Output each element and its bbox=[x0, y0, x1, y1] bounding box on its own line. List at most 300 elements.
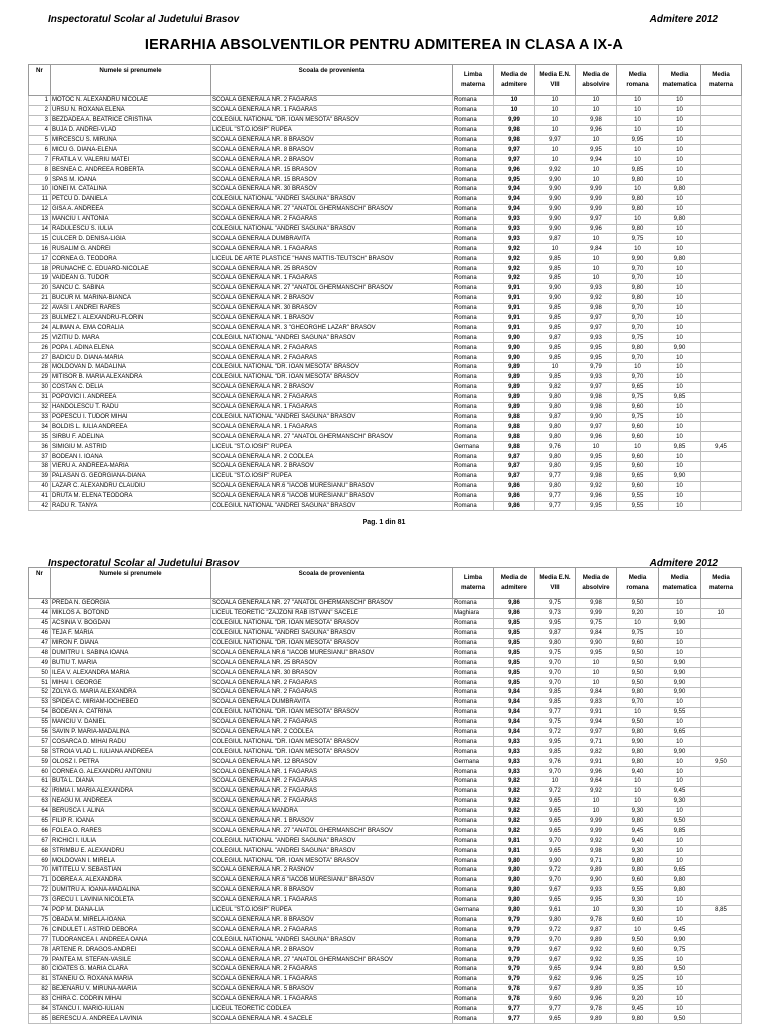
cell-maternal-avg bbox=[701, 382, 742, 392]
cell-math-avg: 10 bbox=[659, 846, 701, 856]
cell-maternal-avg bbox=[701, 767, 742, 777]
cell-mother-tongue: Romana bbox=[453, 697, 494, 707]
cell-maternal-avg bbox=[701, 155, 742, 165]
cell-rank: 8 bbox=[29, 165, 51, 175]
cell-grad-avg: 10 bbox=[576, 264, 617, 274]
cell-admission-avg: 9,78 bbox=[494, 984, 535, 994]
cell-admission-avg: 9,80 bbox=[494, 885, 535, 895]
table-row bbox=[29, 244, 742, 254]
table-row bbox=[29, 323, 742, 333]
cell-grad-avg: 9,90 bbox=[576, 875, 617, 885]
cell-en-avg: 9,67 bbox=[535, 945, 576, 955]
cell-school: SCOALA GENERALA NR. 2 FAGARAS bbox=[211, 353, 453, 363]
cell-rank: 45 bbox=[29, 618, 51, 628]
col-mat-avg: Media materna bbox=[701, 65, 742, 96]
cell-grad-avg: 9,98 bbox=[576, 303, 617, 313]
cell-math-avg: 9,50 bbox=[659, 816, 701, 826]
cell-school: SCOALA GENERALA NR.6 "IACOB MURESIANU" BRASOV bbox=[211, 481, 453, 491]
cell-school: SCOALA GENERALA NR. 27 "ANATOL GHERMANSCHI" BRASOV bbox=[211, 283, 453, 293]
cell-romanian-avg: 10 bbox=[617, 707, 659, 717]
cell-rank: 47 bbox=[29, 638, 51, 648]
cell-admission-avg: 9,83 bbox=[494, 747, 535, 757]
cell-grad-avg: 9,71 bbox=[576, 856, 617, 866]
cell-grad-avg: 9,96 bbox=[576, 994, 617, 1004]
cell-en-avg: 9,61 bbox=[535, 905, 576, 915]
cell-rank: 44 bbox=[29, 608, 51, 618]
cell-romanian-avg: 9,75 bbox=[617, 234, 659, 244]
cell-school: SCOALA GENERALA NR. 1 FAGARAS bbox=[211, 402, 453, 412]
cell-grad-avg: 9,93 bbox=[576, 372, 617, 382]
cell-student-name: RUSALIM G. ANDREI bbox=[51, 244, 211, 254]
cell-grad-avg: 9,91 bbox=[576, 757, 617, 767]
cell-math-avg: 9,90 bbox=[659, 935, 701, 945]
cell-school: SCOALA GENERALA NR. 2 FAGARAS bbox=[211, 678, 453, 688]
cell-grad-avg: 9,94 bbox=[576, 717, 617, 727]
cell-school: SCOALA GENERALA NR. 2 CODLEA bbox=[211, 727, 453, 737]
cell-rank: 60 bbox=[29, 767, 51, 777]
cell-mother-tongue: Romana bbox=[453, 638, 494, 648]
cell-rank: 71 bbox=[29, 875, 51, 885]
cell-admission-avg: 9,84 bbox=[494, 688, 535, 698]
cell-math-avg: 10 bbox=[659, 984, 701, 994]
cell-mother-tongue: Romana bbox=[453, 432, 494, 442]
cell-school: SCOALA GENERALA NR. 1 BRASOV bbox=[211, 313, 453, 323]
cell-mother-tongue: Romana bbox=[453, 145, 494, 155]
cell-mother-tongue: Romana bbox=[453, 866, 494, 876]
table-row bbox=[29, 836, 742, 846]
cell-maternal-avg bbox=[701, 333, 742, 343]
cell-school: SCOALA GENERALA NR. 2 FAGARAS bbox=[211, 214, 453, 224]
cell-grad-avg: 9,98 bbox=[576, 471, 617, 481]
table-row bbox=[29, 885, 742, 895]
cell-maternal-avg bbox=[701, 1014, 742, 1024]
table-row bbox=[29, 96, 742, 106]
cell-admission-avg: 9,79 bbox=[494, 935, 535, 945]
cell-grad-avg: 9,82 bbox=[576, 747, 617, 757]
cell-mother-tongue: Romana bbox=[453, 254, 494, 264]
cell-romanian-avg: 9,20 bbox=[617, 994, 659, 1004]
cell-romanian-avg: 9,90 bbox=[617, 254, 659, 264]
cell-school: COLEGIUL NATIONAL "DR. IOAN MESOTA" BRASOV bbox=[211, 747, 453, 757]
cell-romanian-avg: 9,80 bbox=[617, 688, 659, 698]
col-lang: Limba materna bbox=[453, 568, 494, 599]
cell-admission-avg: 9,85 bbox=[494, 648, 535, 658]
cell-grad-avg: 9,99 bbox=[576, 194, 617, 204]
cell-rank: 84 bbox=[29, 1004, 51, 1014]
cell-school: SCOALA GENERALA NR. 2 FAGARAS bbox=[211, 96, 453, 106]
cell-admission-avg: 9,80 bbox=[494, 905, 535, 915]
cell-en-avg: 10 bbox=[535, 125, 576, 135]
table-row bbox=[29, 392, 742, 402]
cell-admission-avg: 9,89 bbox=[494, 363, 535, 373]
cell-romanian-avg: 10 bbox=[617, 185, 659, 195]
cell-en-avg: 9,80 bbox=[535, 915, 576, 925]
cell-en-avg: 9,76 bbox=[535, 442, 576, 452]
cell-maternal-avg bbox=[701, 599, 742, 609]
cell-mother-tongue: Romana bbox=[453, 816, 494, 826]
table-row bbox=[29, 442, 742, 452]
cell-student-name: STRIMBU E. ALEXANDRU bbox=[51, 846, 211, 856]
cell-romanian-avg: 10 bbox=[617, 363, 659, 373]
cell-school: LICEUL TEORETIC "ZAJZONI RAB ISTVAN" SACELE bbox=[211, 608, 453, 618]
cell-student-name: DUMITRU A. IOANA-MADALINA bbox=[51, 885, 211, 895]
cell-grad-avg: 10 bbox=[576, 796, 617, 806]
cell-maternal-avg bbox=[701, 293, 742, 303]
cell-admission-avg: 9,84 bbox=[494, 697, 535, 707]
cell-maternal-avg bbox=[701, 925, 742, 935]
cell-rank: 10 bbox=[29, 185, 51, 195]
cell-student-name: MOLDOVAN D. MADALINA bbox=[51, 363, 211, 373]
cell-romanian-avg: 9,80 bbox=[617, 964, 659, 974]
cell-maternal-avg bbox=[701, 313, 742, 323]
cell-admission-avg: 9,82 bbox=[494, 826, 535, 836]
cell-math-avg: 10 bbox=[659, 175, 701, 185]
cell-maternal-avg bbox=[701, 668, 742, 678]
cell-student-name: MIRON F. DIANA bbox=[51, 638, 211, 648]
cell-student-name: VIERU A. ANDREEA-MARIA bbox=[51, 461, 211, 471]
cell-admission-avg: 9,89 bbox=[494, 402, 535, 412]
cell-student-name: OBADA M. MIRELA-IOANA bbox=[51, 915, 211, 925]
cell-mother-tongue: Romana bbox=[453, 244, 494, 254]
cell-grad-avg: 9,89 bbox=[576, 1014, 617, 1024]
cell-romanian-avg: 9,80 bbox=[617, 856, 659, 866]
cell-admission-avg: 10 bbox=[494, 105, 535, 115]
cell-grad-avg: 9,84 bbox=[576, 688, 617, 698]
cell-admission-avg: 9,95 bbox=[494, 175, 535, 185]
cell-rank: 42 bbox=[29, 501, 51, 511]
cell-mother-tongue: Romana bbox=[453, 688, 494, 698]
cell-student-name: BESNEA C. ANDREEA ROBERTA bbox=[51, 165, 211, 175]
cell-math-avg: 10 bbox=[659, 372, 701, 382]
cell-admission-avg: 9,91 bbox=[494, 313, 535, 323]
cell-math-avg: 10 bbox=[659, 767, 701, 777]
cell-school: SCOALA GENERALA NR. 1 FAGARAS bbox=[211, 244, 453, 254]
cell-grad-avg: 9,83 bbox=[576, 697, 617, 707]
cell-mother-tongue: Romana bbox=[453, 945, 494, 955]
cell-grad-avg: 9,94 bbox=[576, 155, 617, 165]
cell-admission-avg: 9,87 bbox=[494, 461, 535, 471]
cell-romanian-avg: 9,80 bbox=[617, 283, 659, 293]
cell-maternal-avg bbox=[701, 96, 742, 106]
cell-en-avg: 9,76 bbox=[535, 757, 576, 767]
cell-romanian-avg: 9,80 bbox=[617, 757, 659, 767]
table-row bbox=[29, 816, 742, 826]
cell-student-name: BERESCU A. ANDREEA LAVINIA bbox=[51, 1014, 211, 1024]
cell-school: LICEUL "ST.O.IOSIF" RUPEA bbox=[211, 471, 453, 481]
cell-grad-avg: 9,78 bbox=[576, 915, 617, 925]
cell-school: SCOALA GENERALA NR. 1 FAGARAS bbox=[211, 105, 453, 115]
cell-en-avg: 9,87 bbox=[535, 628, 576, 638]
cell-school: COLEGIUL NATIONAL "ANDREI SAGUNA" BRASOV bbox=[211, 935, 453, 945]
cell-school: COLEGIUL NATIONAL "ANDREI SAGUNA" BRASOV bbox=[211, 501, 453, 511]
table-row bbox=[29, 846, 742, 856]
cell-school: SCOALA GENERALA NR. 1 FAGARAS bbox=[211, 895, 453, 905]
cell-student-name: MOTOC N. ALEXANDRU NICOLAE bbox=[51, 96, 211, 106]
cell-math-avg: 10 bbox=[659, 628, 701, 638]
cell-romanian-avg: 9,70 bbox=[617, 697, 659, 707]
cell-en-avg: 9,70 bbox=[535, 875, 576, 885]
cell-admission-avg: 9,85 bbox=[494, 628, 535, 638]
cell-school: SCOALA GENERALA NR. 25 BRASOV bbox=[211, 264, 453, 274]
cell-grad-avg: 9,96 bbox=[576, 432, 617, 442]
cell-mother-tongue: Romana bbox=[453, 481, 494, 491]
cell-en-avg: 9,85 bbox=[535, 323, 576, 333]
cell-en-avg: 9,77 bbox=[535, 707, 576, 717]
cell-grad-avg: 10 bbox=[576, 254, 617, 264]
cell-rank: 79 bbox=[29, 955, 51, 965]
cell-grad-avg: 9,96 bbox=[576, 767, 617, 777]
cell-school: COLEGIUL NATIONAL "DR. IOAN MESOTA" BRASOV bbox=[211, 856, 453, 866]
cell-maternal-avg bbox=[701, 145, 742, 155]
cell-school: SCOALA GENERALA NR. 2 FAGARAS bbox=[211, 688, 453, 698]
cell-school: SCOALA GENERALA NR. 2 FAGARAS bbox=[211, 777, 453, 787]
cell-mother-tongue: Romana bbox=[453, 668, 494, 678]
cell-rank: 37 bbox=[29, 452, 51, 462]
cell-maternal-avg bbox=[701, 1004, 742, 1014]
cell-admission-avg: 9,83 bbox=[494, 767, 535, 777]
cell-school: SCOALA GENERALA NR. 30 BRASOV bbox=[211, 303, 453, 313]
cell-en-avg: 10 bbox=[535, 145, 576, 155]
cell-grad-avg: 9,98 bbox=[576, 846, 617, 856]
cell-mother-tongue: Romana bbox=[453, 648, 494, 658]
cell-admission-avg: 9,96 bbox=[494, 165, 535, 175]
cell-romanian-avg: 9,45 bbox=[617, 1004, 659, 1014]
cell-admission-avg: 9,91 bbox=[494, 303, 535, 313]
cell-student-name: MITITELU V. SEBASTIAN bbox=[51, 866, 211, 876]
cell-romanian-avg: 9,70 bbox=[617, 303, 659, 313]
cell-rank: 32 bbox=[29, 402, 51, 412]
cell-student-name: MOLDOVAN I. MIRELA bbox=[51, 856, 211, 866]
cell-admission-avg: 9,79 bbox=[494, 925, 535, 935]
cell-mother-tongue: Romana bbox=[453, 313, 494, 323]
table-row bbox=[29, 915, 742, 925]
cell-student-name: BEJENARU V. MIRUNA-MARIA bbox=[51, 984, 211, 994]
cell-math-avg: 9,90 bbox=[659, 668, 701, 678]
cell-school: SCOALA GENERALA NR. 2 BRASOV bbox=[211, 382, 453, 392]
cell-maternal-avg bbox=[701, 945, 742, 955]
cell-maternal-avg bbox=[701, 658, 742, 668]
cell-maternal-avg bbox=[701, 777, 742, 787]
table-row bbox=[29, 945, 742, 955]
cell-en-avg: 10 bbox=[535, 244, 576, 254]
cell-math-avg: 10 bbox=[659, 895, 701, 905]
cell-math-avg: 10 bbox=[659, 599, 701, 609]
cell-mother-tongue: Romana bbox=[453, 461, 494, 471]
cell-school: COLEGIUL NATIONAL "ANDREI SAGUNA" BRASOV bbox=[211, 628, 453, 638]
cell-student-name: FILIP R. IOANA bbox=[51, 816, 211, 826]
cell-rank: 28 bbox=[29, 363, 51, 373]
cell-mother-tongue: Romana bbox=[453, 402, 494, 412]
cell-grad-avg: 10 bbox=[576, 96, 617, 106]
cell-school: COLEGIUL NATIONAL "ANDREI SAGUNA" BRASOV bbox=[211, 224, 453, 234]
cell-student-name: COSARCA D. MIHAI RADU bbox=[51, 737, 211, 747]
cell-grad-avg: 9,95 bbox=[576, 895, 617, 905]
table-row bbox=[29, 501, 742, 511]
cell-admission-avg: 9,90 bbox=[494, 353, 535, 363]
cell-student-name: POPA I. ADINA ELENA bbox=[51, 343, 211, 353]
cell-admission-avg: 9,88 bbox=[494, 432, 535, 442]
cell-romanian-avg: 9,80 bbox=[617, 293, 659, 303]
cell-en-avg: 9,72 bbox=[535, 925, 576, 935]
cell-grad-avg: 9,96 bbox=[576, 125, 617, 135]
cell-rank: 15 bbox=[29, 234, 51, 244]
cell-math-avg: 9,90 bbox=[659, 618, 701, 628]
cell-admission-avg: 9,82 bbox=[494, 777, 535, 787]
cell-school: COLEGIUL NATIONAL "DR. IOAN MESOTA" BRASOV bbox=[211, 737, 453, 747]
cell-maternal-avg bbox=[701, 392, 742, 402]
cell-admission-avg: 9,84 bbox=[494, 717, 535, 727]
cell-math-avg: 9,75 bbox=[659, 945, 701, 955]
cell-grad-avg: 9,98 bbox=[576, 392, 617, 402]
cell-rank: 13 bbox=[29, 214, 51, 224]
cell-maternal-avg bbox=[701, 737, 742, 747]
cell-admission-avg: 9,81 bbox=[494, 836, 535, 846]
cell-rank: 73 bbox=[29, 895, 51, 905]
cell-math-avg: 9,90 bbox=[659, 678, 701, 688]
cell-mother-tongue: Romana bbox=[453, 224, 494, 234]
cell-rank: 25 bbox=[29, 333, 51, 343]
cell-maternal-avg bbox=[701, 323, 742, 333]
cell-grad-avg: 10 bbox=[576, 165, 617, 175]
cell-student-name: BULMEZ I. ALEXANDRU-FLORIN bbox=[51, 313, 211, 323]
table-row bbox=[29, 618, 742, 628]
cell-romanian-avg: 9,30 bbox=[617, 846, 659, 856]
cell-rank: 3 bbox=[29, 115, 51, 125]
cell-grad-avg: 9,89 bbox=[576, 866, 617, 876]
cell-student-name: CORNEA G. TEODORA bbox=[51, 254, 211, 264]
document-title: IERARHIA ABSOLVENTILOR PENTRU ADMITEREA IN CLASA A IX-A bbox=[144, 37, 624, 53]
cell-rank: 80 bbox=[29, 964, 51, 974]
cell-student-name: MIRCESCU S. MIRUNA bbox=[51, 135, 211, 145]
cell-maternal-avg bbox=[701, 875, 742, 885]
cell-mother-tongue: Romana bbox=[453, 135, 494, 145]
col-admission-avg: Media de admitere bbox=[494, 568, 535, 599]
cell-rank: 59 bbox=[29, 757, 51, 767]
cell-mother-tongue: Romana bbox=[453, 343, 494, 353]
cell-maternal-avg bbox=[701, 353, 742, 363]
col-school: Scoala de provenienta bbox=[211, 65, 453, 96]
cell-grad-avg: 9,95 bbox=[576, 501, 617, 511]
cell-mother-tongue: Romana bbox=[453, 895, 494, 905]
cell-mother-tongue: Romana bbox=[453, 806, 494, 816]
cell-student-name: CHIRA C. CODRIN MIHAI bbox=[51, 994, 211, 1004]
cell-admission-avg: 9,85 bbox=[494, 618, 535, 628]
cell-maternal-avg bbox=[701, 826, 742, 836]
col-mat-avg: Media materna bbox=[701, 568, 742, 599]
cell-school: SCOALA GENERALA NR. 2 BRASOV bbox=[211, 461, 453, 471]
table-row bbox=[29, 382, 742, 392]
cell-rank: 75 bbox=[29, 915, 51, 925]
cell-student-name: GRECU I. LAVINIA NICOLETA bbox=[51, 895, 211, 905]
table-row bbox=[29, 974, 742, 984]
cell-romanian-avg: 9,60 bbox=[617, 915, 659, 925]
cell-school: SCOALA GENERALA NR.6 "IACOB MURESIANU" BRASOV bbox=[211, 875, 453, 885]
cell-mother-tongue: Romana bbox=[453, 175, 494, 185]
cell-en-avg: 10 bbox=[535, 105, 576, 115]
cell-mother-tongue: Romana bbox=[453, 658, 494, 668]
cell-math-avg: 10 bbox=[659, 165, 701, 175]
table-row bbox=[29, 363, 742, 373]
table-row bbox=[29, 283, 742, 293]
cell-grad-avg: 9,75 bbox=[576, 618, 617, 628]
col-lang: Limba materna bbox=[453, 65, 494, 96]
cell-math-avg: 10 bbox=[659, 501, 701, 511]
cell-en-avg: 9,67 bbox=[535, 955, 576, 965]
cell-admission-avg: 9,79 bbox=[494, 915, 535, 925]
cell-en-avg: 9,85 bbox=[535, 264, 576, 274]
cell-rank: 14 bbox=[29, 224, 51, 234]
cell-mother-tongue: Romana bbox=[453, 214, 494, 224]
cell-romanian-avg: 9,70 bbox=[617, 323, 659, 333]
cell-school: SCOALA GENERALA NR. 27 "ANATOL GHERMANSCHI" BRASOV bbox=[211, 599, 453, 609]
cell-admission-avg: 9,90 bbox=[494, 333, 535, 343]
cell-rank: 19 bbox=[29, 274, 51, 284]
cell-grad-avg: 9,93 bbox=[576, 283, 617, 293]
cell-student-name: CORNEA G. ALEXANDRU ANTONIU bbox=[51, 767, 211, 777]
cell-grad-avg: 10 bbox=[576, 678, 617, 688]
cell-romanian-avg: 9,50 bbox=[617, 935, 659, 945]
cell-en-avg: 9,70 bbox=[535, 678, 576, 688]
cell-school: SCOALA GENERALA NR.6 "IACOB MURESIANU" BRASOV bbox=[211, 491, 453, 501]
cell-romanian-avg: 9,20 bbox=[617, 608, 659, 618]
cell-maternal-avg bbox=[701, 707, 742, 717]
cell-school: SCOALA GENERALA NR. 2 FAGARAS bbox=[211, 392, 453, 402]
cell-admission-avg: 9,83 bbox=[494, 757, 535, 767]
cell-grad-avg: 9,95 bbox=[576, 648, 617, 658]
table-row bbox=[29, 964, 742, 974]
cell-maternal-avg bbox=[701, 955, 742, 965]
cell-en-avg: 9,82 bbox=[535, 382, 576, 392]
cell-rank: 56 bbox=[29, 727, 51, 737]
cell-en-avg: 9,65 bbox=[535, 796, 576, 806]
cell-en-avg: 9,90 bbox=[535, 283, 576, 293]
cell-en-avg: 9,70 bbox=[535, 658, 576, 668]
table-row bbox=[29, 608, 742, 618]
cell-en-avg: 9,80 bbox=[535, 481, 576, 491]
cell-mother-tongue: Romana bbox=[453, 1014, 494, 1024]
cell-math-avg: 10 bbox=[659, 96, 701, 106]
cell-admission-avg: 9,80 bbox=[494, 895, 535, 905]
cell-rank: 23 bbox=[29, 313, 51, 323]
cell-rank: 9 bbox=[29, 175, 51, 185]
cell-romanian-avg: 9,75 bbox=[617, 628, 659, 638]
cell-admission-avg: 9,82 bbox=[494, 806, 535, 816]
cell-mother-tongue: Romana bbox=[453, 875, 494, 885]
table-row bbox=[29, 194, 742, 204]
cell-maternal-avg bbox=[701, 264, 742, 274]
cell-mother-tongue: Romana bbox=[453, 353, 494, 363]
cell-grad-avg: 10 bbox=[576, 274, 617, 284]
cell-en-avg: 9,85 bbox=[535, 274, 576, 284]
cell-en-avg: 9,60 bbox=[535, 994, 576, 1004]
cell-admission-avg: 9,84 bbox=[494, 707, 535, 717]
cell-maternal-avg bbox=[701, 234, 742, 244]
cell-math-avg: 10 bbox=[659, 491, 701, 501]
cell-math-avg: 9,80 bbox=[659, 875, 701, 885]
cell-math-avg: 10 bbox=[659, 717, 701, 727]
cell-admission-avg: 9,85 bbox=[494, 678, 535, 688]
cell-admission-avg: 9,97 bbox=[494, 155, 535, 165]
cell-student-name: SANCU C. SABINA bbox=[51, 283, 211, 293]
cell-admission-avg: 9,84 bbox=[494, 727, 535, 737]
table-row bbox=[29, 145, 742, 155]
cell-romanian-avg: 9,70 bbox=[617, 372, 659, 382]
cell-mother-tongue: Romana bbox=[453, 747, 494, 757]
cell-romanian-avg: 9,60 bbox=[617, 875, 659, 885]
cell-maternal-avg bbox=[701, 846, 742, 856]
cell-maternal-avg bbox=[701, 806, 742, 816]
cell-school: SCOALA GENERALA NR. 1 FAGARAS bbox=[211, 974, 453, 984]
